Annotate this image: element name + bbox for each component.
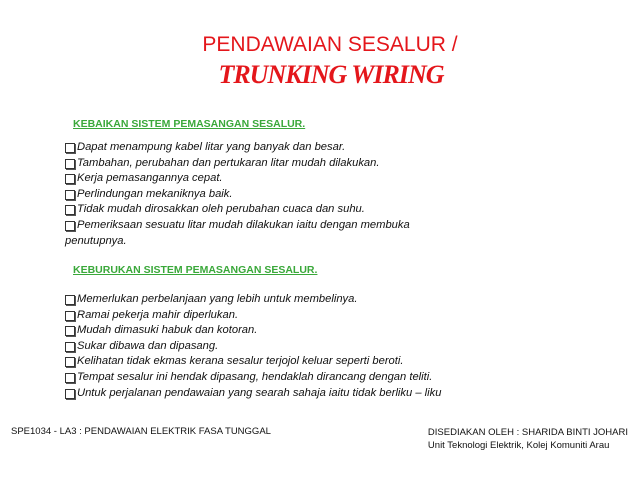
checkbox-bullet-icon	[65, 311, 75, 321]
slide-subtitle: TRUNKING WIRING	[218, 60, 444, 89]
checkbox-bullet-icon	[65, 373, 75, 383]
disadvantages-heading: KEBURUKAN SISTEM PEMASANGAN SESALUR.	[73, 264, 318, 276]
list-item: Kelihatan tidak ekmas kerana sesalur terjojol keluar seperti beroti.	[65, 354, 585, 370]
footer-author	[428, 426, 628, 452]
list-item: Pemeriksaan sesuatu litar mudah dilakukan iaitu dengan membuka	[65, 218, 585, 234]
checkbox-bullet-icon	[65, 389, 75, 399]
list-item: Dapat menampung kabel litar yang banyak dan besar.	[65, 140, 585, 156]
advantages-list	[65, 140, 585, 249]
checkbox-bullet-icon	[65, 190, 75, 200]
checkbox-bullet-icon	[65, 221, 75, 231]
list-item: Memerlukan perbelanjaan yang lebih untuk membelinya.	[65, 292, 585, 308]
disadvantages-list	[65, 292, 585, 401]
footer-author-name: DISEDIAKAN OLEH : SHARIDA BINTI JOHARI	[427, 427, 628, 438]
checkbox-bullet-icon	[65, 143, 75, 153]
list-item: Perlindungan mekaniknya baik.	[65, 187, 585, 203]
checkbox-bullet-icon	[65, 174, 75, 184]
list-item: Tambahan, perubahan dan pertukaran litar mudah dilakukan.	[65, 156, 585, 172]
checkbox-bullet-icon	[65, 295, 75, 305]
checkbox-bullet-icon	[65, 326, 75, 336]
list-item: Sukar dibawa dan dipasang.	[65, 339, 585, 355]
list-item: Kerja pemasangannya cepat.	[65, 171, 585, 187]
checkbox-bullet-icon	[65, 357, 75, 367]
checkbox-bullet-icon	[65, 342, 75, 352]
list-item: Untuk perjalanan pendawaian yang searah sahaja iaitu tidak berliku – liku	[65, 386, 585, 402]
advantages-heading: KEBAIKAN SISTEM PEMASANGAN SESALUR.	[73, 118, 306, 130]
list-item-continuation: penutupnya.	[65, 234, 127, 247]
list-item: Tidak mudah dirosakkan oleh perubahan cuaca dan suhu.	[65, 202, 585, 218]
list-item: Mudah dimasuki habuk dan kotoran.	[65, 323, 585, 339]
footer-course: SPE1034 - LA3 : PENDAWAIAN ELEKTRIK FASA TUNGGAL	[11, 426, 271, 437]
footer-author-unit: Unit Teknologi Elektrik, Kolej Komuniti Arau	[427, 440, 610, 451]
slide-title: PENDAWAIAN SESALUR /	[202, 33, 458, 56]
checkbox-bullet-icon	[65, 205, 75, 215]
list-item: Ramai pekerja mahir diperlukan.	[65, 308, 585, 324]
list-item: Tempat sesalur ini hendak dipasang, hendaklah dirancang dengan teliti.	[65, 370, 585, 386]
checkbox-bullet-icon	[65, 159, 75, 169]
